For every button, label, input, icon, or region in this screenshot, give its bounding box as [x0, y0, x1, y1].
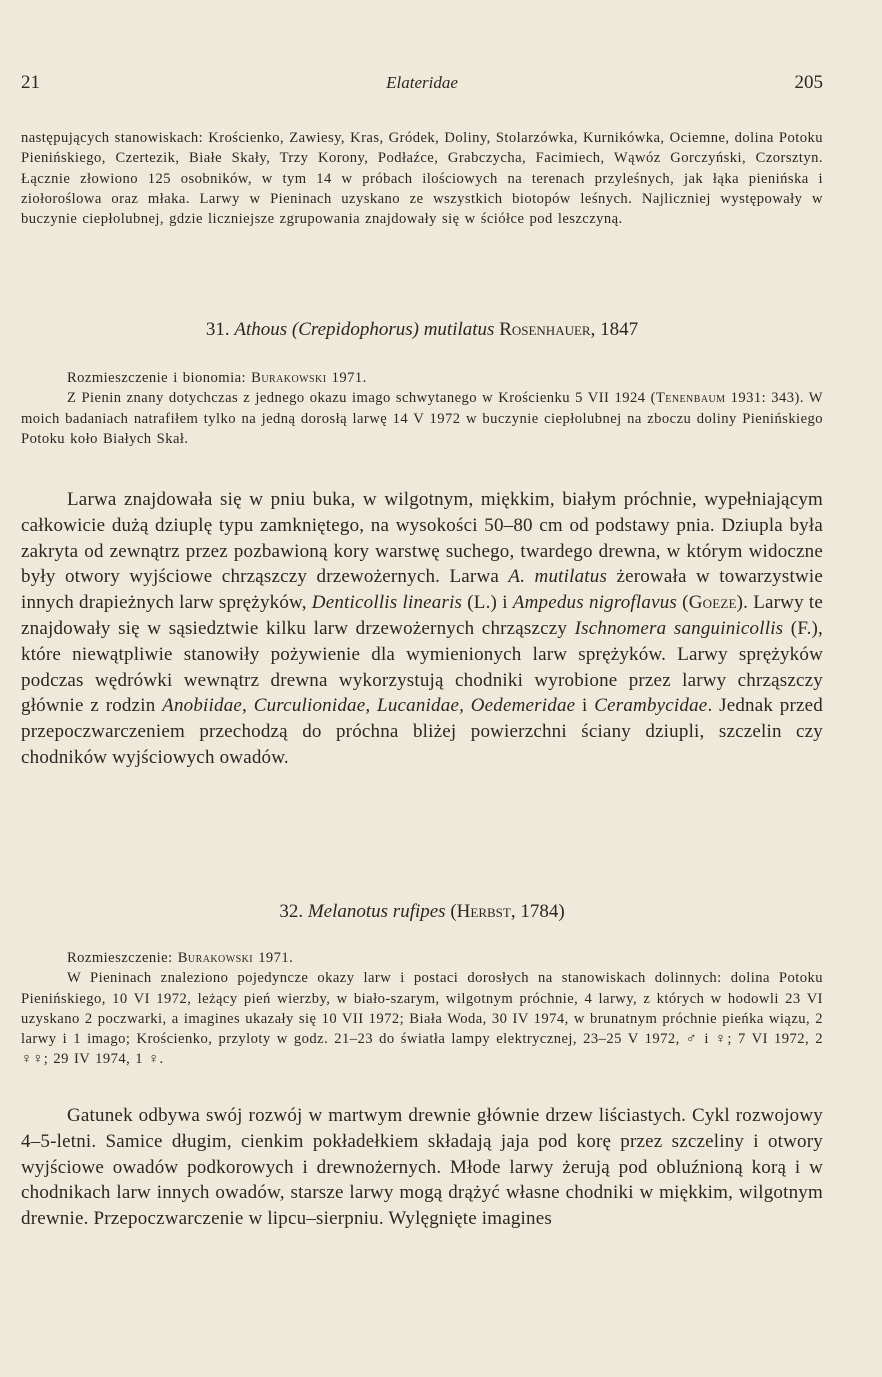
species-year: , 1784)	[510, 901, 565, 922]
distribution-block-31	[21, 368, 823, 449]
column-number: 21	[21, 72, 40, 93]
page-number: 205	[794, 72, 823, 93]
species-author: Rosenhauer	[499, 319, 591, 340]
page	[21, 0, 823, 1377]
species-heading-32: 32. Melanotus rufipes (Herbst, 1784)	[279, 901, 565, 922]
genus-name: Melanotus	[307, 901, 389, 922]
distribution-line: Rozmieszczenie i bionomia: Burakowski 1971.	[67, 370, 367, 386]
species-epithet: mutilatus	[423, 319, 495, 340]
species-epithet: rufipes	[392, 901, 446, 922]
species-number: 32.	[279, 901, 304, 922]
distribution-block-32	[21, 948, 823, 1070]
running-title: Elateridae	[386, 73, 458, 92]
page-header	[21, 72, 823, 98]
genus-name: Athous	[234, 319, 288, 340]
body-paragraph-31: Larwa znajdowała się w pniu buka, w wilgotnym, miękkim, białym próchnie, wypełniającym całkowicie dużą dziuplę typu zamkniętego, na wysokości 50–80 cm od podstawy pnia. Dziupla była zakryta od zewnątrz przez pozbawioną kory warstwę suchego, twardego drewna, w którym widoczne były otwory wyjściowe chrząszczy drzewożernych. Larwa A. mutilatus żerowała w towarzystwie innych drapieżnych larw sprężyków, Denticollis linearis (L.) i Ampedus nigroflavus (Goeze). Larwy te znajdowały się w sąsiedztwie kilku larw drzewożernych chrząszczy Ischnomera sanguinicollis (F.), które niewątpliwie stanowiły pożywienie dla wymienionych larw sprężyków. Larwy sprężyków podczas wędrówki wewnątrz drewna wykorzystują chodniki wyrobione przez larwy chrząszczy głównie z rodzin Anobiidae, Curculionidae, Lucanidae, Oedemeridae i Cerambycidae. Jednak przed przepoczwarczeniem przechodzą do próchna bliżej powierzchni ściany dziupli, szczelin czy chodników wyjściowych owadów.	[21, 489, 824, 768]
intro-paragraph: następujących stanowiskach: Krościenko, Zawiesy, Kras, Gródek, Doliny, Stolarzówka, Kurnikówka, Ociemne, dolina Potoku Pienińskiego, Czertezik, Białe Skały, Trzy Korony, Podłaźce, Grabczycha, Facimiech, Wąwóz Gorczyński, Czorsztyn. Łącznie złowiono 125 osobników, w tym 14 w próbach ilościowych na terenach przyleśnych, jak łąka pienińska i ziołoroślowa oraz młaka. Larwy w Pieninach uzyskano ze wszystkich biotopów leśnych. Najliczniej występowały w buczynie ciepłolubnej, gdzie liczniejsze zgrupowania znajdowały się w ściółce pod leszczyną.	[21, 130, 823, 228]
body-paragraph-32: Gatunek odbywa swój rozwój w martwym drewnie głównie drzew liściastych. Cykl rozwojowy 4–5-letni. Samice długim, cienkim pokładełkiem składają jaja pod korę przez szczeliny i otwory wyjściowe owadów podkorowych i drewnożernych. Młode larwy żerują pod obluźnioną korą i w chodnikach larw innych owadów, starsze larwy mogą drążyć własne chodniki w miękkim, wilgotnym drewnie. Przepoczwarczenie w lipcu–sierpniu. Wylęgnięte imagines	[21, 1105, 823, 1230]
record-paragraph: Z Pienin znany dotychczas z jednego okazu imago schwytanego w Krościenku 5 VII 1924 (Tenenbaum 1931: 343). W moich badaniach natrafiłem tylko na jedną dorosłą larwę 14 V 1972 w buczynie ciepłolubnej na zboczu doliny Pienińskiego Potoku koło Białych Skał.	[21, 390, 823, 447]
species-heading-31	[21, 319, 823, 341]
subgenus-name: (Crepidophorus)	[291, 319, 419, 340]
distribution-line: Rozmieszczenie: Burakowski 1971.	[67, 950, 294, 966]
record-paragraph: W Pieninach znaleziono pojedyncze okazy larw i postaci dorosłych na stanowiskach dolinnych: dolina Potoku Pienińskiego, 10 VI 1972, leżący pień wierzby, w biało-szarym, wilgotnym próchnie, 4 larwy, z których w hodowli 23 VI uzyskano 2 poczwarki, a imagines ukazały się 10 VII 1972; Biała Woda, 30 IV 1974, w brunatnym próchnie pieńka wiązu, 2 larwy i 1 imago; Krościenko, przyloty w godz. 21–23 do światła lampy elektrycznej, 23–25 V 1972, ♂ i ♀; 7 VI 1972, 2 ♀♀; 29 IV 1974, 1 ♀.	[21, 970, 823, 1068]
species-year: , 1847	[590, 319, 639, 340]
species-number: 31.	[205, 319, 230, 340]
species-author: Herbst	[456, 901, 511, 922]
